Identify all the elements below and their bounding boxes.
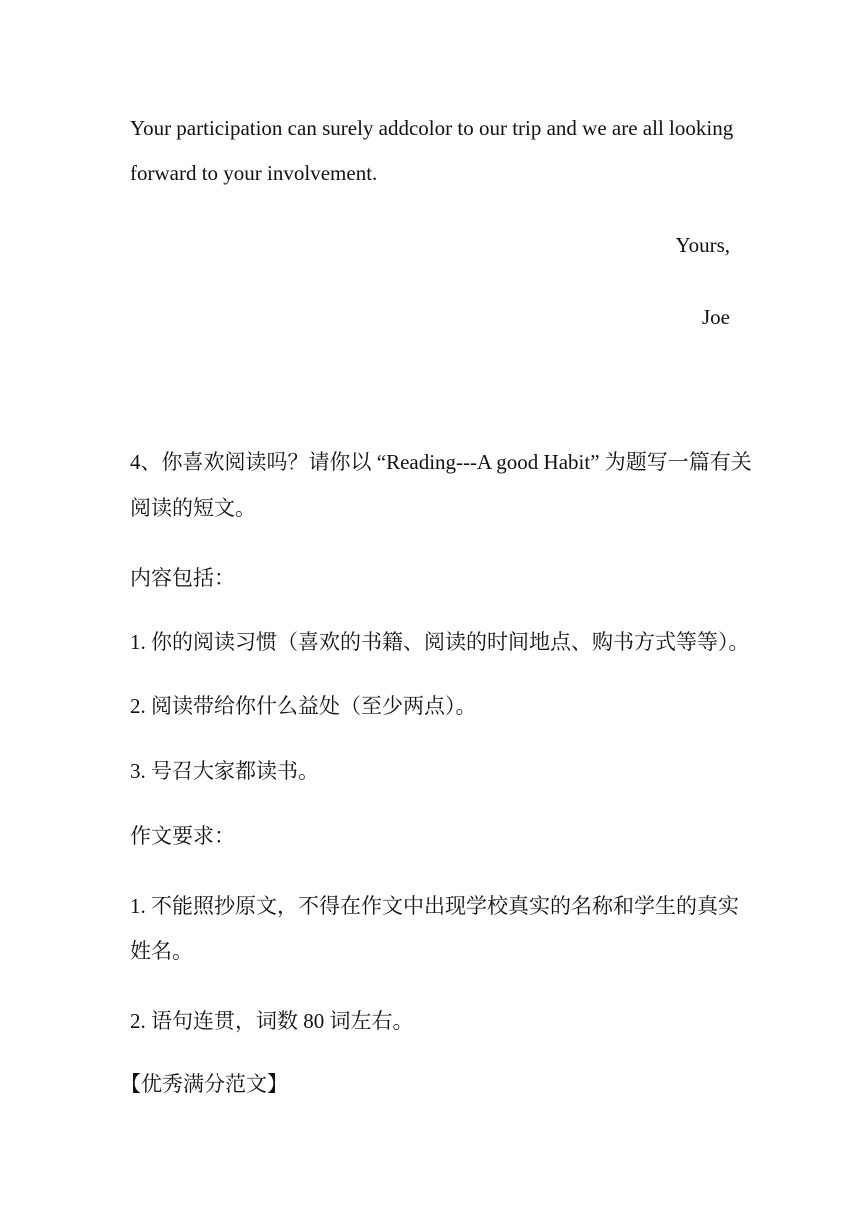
requirements-heading: 作文要求： [130,824,235,848]
letter-closing-line-1: Your participation can surely addcolor to our trip and we are all looking [130,116,734,140]
letter-closing-line-2: forward to your involvement. [130,161,378,185]
requirement-1-line-1: 1. 不能照抄原文，不得在作文中出现学校真实的名称和学生的真实 [130,894,739,918]
requirement-1-line-2: 姓名。 [130,939,193,963]
letter-signature: Joe [702,305,730,329]
letter-signoff: Yours, [675,233,730,257]
question-prompt-line-2: 阅读的短文。 [130,496,256,520]
content-item-1: 1. 你的阅读习惯（喜欢的书籍、阅读的时间地点、购书方式等等）。 [130,630,750,654]
content-item-2: 2. 阅读带给你什么益处（至少两点）。 [130,694,477,718]
requirement-2: 2. 语句连贯，词数 80 词左右。 [130,1009,414,1033]
model-essay-heading: 【优秀满分范文】 [120,1072,288,1096]
content-item-3: 3. 号召大家都读书。 [130,759,319,783]
question-prompt-line-1: 4、你喜欢阅读吗？请你以 “Reading---A good Habit” 为题写一篇有关 [130,450,752,474]
content-heading: 内容包括： [130,566,235,590]
